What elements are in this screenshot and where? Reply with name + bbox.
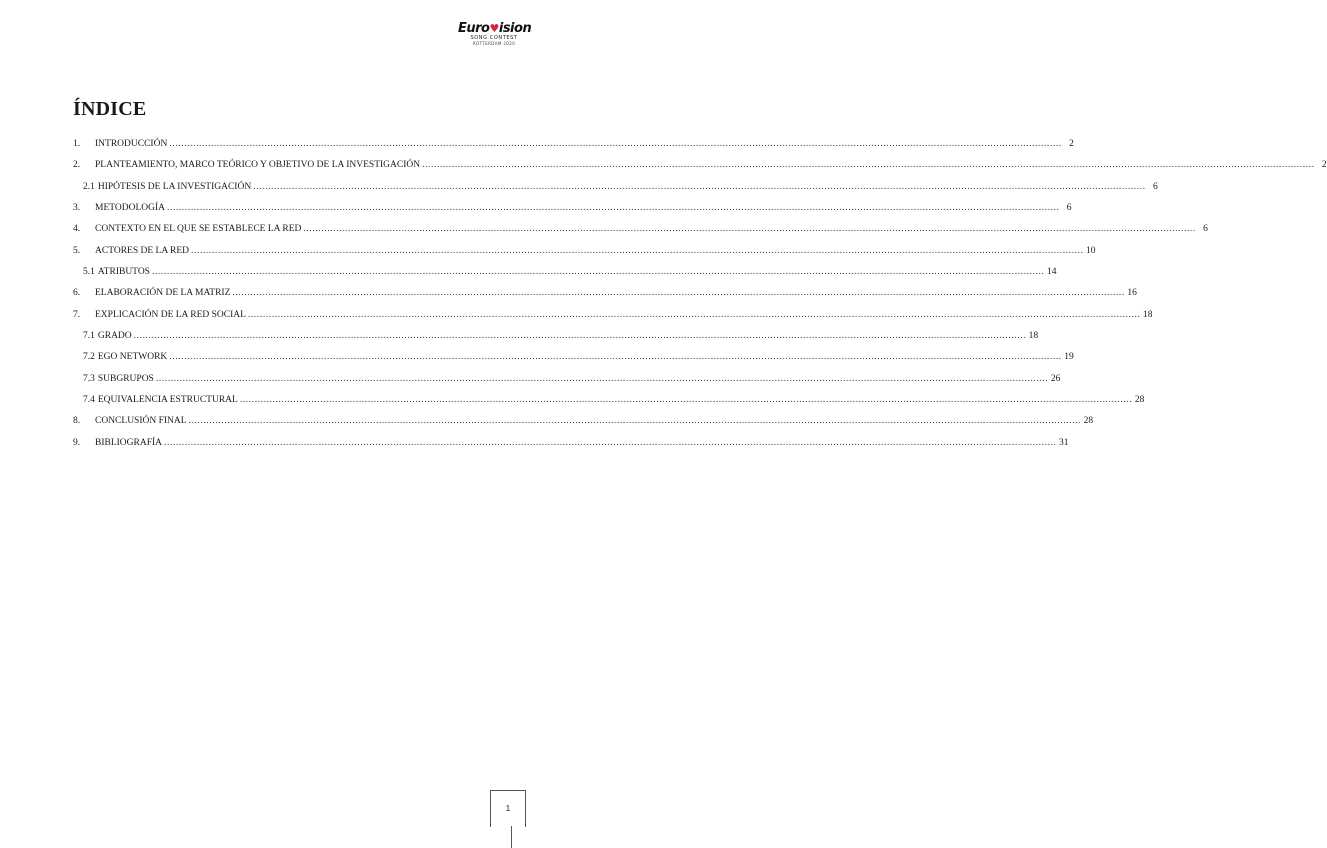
toc-entry-number: 1. xyxy=(73,139,81,149)
toc-entry[interactable] xyxy=(73,202,1072,223)
toc-entry-number: 4. xyxy=(73,224,81,235)
toc-entry-title: CONTEXTO EN EL QUE SE ESTABLECE LA RED xyxy=(95,224,302,235)
toc-entry-page: 18 xyxy=(1142,309,1153,320)
toc-leader-dots: ............................................................................................................................................................................................................................................................................................................ xyxy=(253,181,1146,192)
toc-leader-dots: ............................................................................................................................................................................................................................................................................................................ xyxy=(239,395,1133,406)
toc-leader-dots: ............................................................................................................................................................................................................................................................................................................ xyxy=(169,352,1062,363)
eurovision-logo xyxy=(458,22,530,56)
toc-entry[interactable] xyxy=(73,351,1074,372)
toc-entry-title: ATRIBUTOS xyxy=(97,267,150,278)
toc-leader-dots: ............................................................................................................................................................................................................................................................................................................ xyxy=(164,437,1057,448)
toc-entry-title: METODOLOGÍA xyxy=(95,203,166,214)
toc-entry-page: 6 xyxy=(1152,181,1158,192)
toc-entry-page: 18 xyxy=(1028,331,1039,342)
toc-entry-title: EXPLICACIÓN DE LA RED SOCIAL xyxy=(95,309,246,320)
toc-entry-number: 9. xyxy=(73,437,81,448)
toc-leader-dots: ............................................................................................................................................................................................................................................................................................................ xyxy=(133,331,1027,342)
toc-entry[interactable] xyxy=(73,394,1145,415)
toc-entry-page: 6 xyxy=(1066,203,1072,214)
toc-leader-dots: ............................................................................................................................................................................................................................................................................................................ xyxy=(151,267,1045,278)
toc-entry-title: ACTORES DE LA RED xyxy=(95,245,190,256)
toc-leader-dots: ............................................................................................................................................................................................................................................................................................................ xyxy=(191,245,1084,256)
toc-entry-number: 7.2 xyxy=(83,352,95,363)
page-title: ÍNDICE xyxy=(73,98,147,120)
toc-entry[interactable] xyxy=(73,181,1158,202)
toc-entry-number: 5. xyxy=(73,245,81,256)
toc-entry[interactable] xyxy=(73,309,1153,330)
toc-leader-dots: ............................................................................................................................................................................................................................................................................................................ xyxy=(188,416,1082,427)
page-number-divider xyxy=(511,826,512,848)
toc-entry-page: 6 xyxy=(1203,224,1208,235)
toc-entry[interactable] xyxy=(73,330,1039,351)
toc-entry-page: 31 xyxy=(1059,437,1069,448)
toc-entry-title: HIPÓTESIS DE LA INVESTIGACIÓN xyxy=(97,181,252,192)
toc-entry-page: 2 xyxy=(1321,160,1327,171)
toc-entry-page: 26 xyxy=(1050,373,1061,384)
toc-leader-dots: ............................................................................................................................................................................................................................................................................................................ xyxy=(303,224,1196,235)
toc-entry-page: 16 xyxy=(1127,288,1137,299)
toc-entry-number: 8. xyxy=(73,416,81,427)
toc-entry-number: 2. xyxy=(73,160,81,171)
toc-entry-title: INTRODUCCIÓN xyxy=(95,139,168,149)
toc-entry-page: 10 xyxy=(1086,245,1096,256)
toc-entry[interactable] xyxy=(73,287,1137,308)
toc-entry[interactable] xyxy=(73,159,1327,180)
toc-leader-dots: ............................................................................................................................................................................................................................................................................................................ xyxy=(232,288,1125,299)
toc-leader-dots: ............................................................................................................................................................................................................................................................................................................ xyxy=(155,373,1049,384)
toc-entry-number: 5.1 xyxy=(83,267,95,278)
toc-leader-dots: ............................................................................................................................................................................................................................................................................................................ xyxy=(247,309,1141,320)
toc-entry-title: GRADO xyxy=(97,331,132,342)
toc-entry[interactable] xyxy=(73,223,1208,244)
toc-entry[interactable] xyxy=(73,437,1069,458)
toc-entry-number: 6. xyxy=(73,288,81,299)
logo-subtitle: SONG CONTEST xyxy=(470,35,518,41)
toc-entry-page: 2 xyxy=(1069,139,1074,149)
toc-entry[interactable] xyxy=(73,266,1057,287)
toc-entry-title: BIBLIOGRAFÍA xyxy=(95,437,163,448)
toc-entry-page: 28 xyxy=(1083,416,1094,427)
toc-entry-title: CONCLUSIÓN FINAL xyxy=(95,416,187,427)
toc-leader-dots: ............................................................................................................................................................................................................................................................................................................ xyxy=(167,203,1060,214)
toc-entry-number: 2.1 xyxy=(83,181,95,192)
toc-entry-number: 7. xyxy=(73,309,81,320)
toc-entry[interactable] xyxy=(73,415,1094,436)
toc-entry[interactable] xyxy=(73,245,1096,266)
toc-entry-title: PLANTEAMIENTO, MARCO TEÓRICO Y OBJETIVO DE LA INVESTIGACIÓN xyxy=(95,160,421,171)
toc-entry-title: EQUIVALENCIA ESTRUCTURAL xyxy=(97,395,238,406)
toc-entry[interactable] xyxy=(73,373,1061,394)
toc-leader-dots: ............................................................................................................................................................................................................................................................................................................ xyxy=(169,139,1062,149)
toc-entry-page: 14 xyxy=(1046,267,1057,278)
logo-wordmark: Euro♥ision xyxy=(458,21,532,36)
toc-entry-number: 3. xyxy=(73,203,81,214)
toc-entry-title: ELABORACIÓN DE LA MATRIZ xyxy=(95,288,231,299)
page-number: 1 xyxy=(490,790,526,827)
toc-leader-dots: ............................................................................................................................................................................................................................................................................................................ xyxy=(422,160,1315,171)
toc-entry-title: SUBGRUPOS xyxy=(97,373,154,384)
toc-entry-title: EGO NETWORK xyxy=(97,352,168,363)
toc-entry-number: 7.4 xyxy=(83,395,95,406)
toc-entry-page: 19 xyxy=(1064,352,1074,363)
toc-entry-number: 7.3 xyxy=(83,373,95,384)
toc-entry-page: 28 xyxy=(1134,395,1145,406)
toc-entry[interactable] xyxy=(73,138,1074,159)
toc-entry-number: 7.1 xyxy=(83,331,95,342)
table-of-contents xyxy=(73,138,1327,458)
logo-host: ROTTERDAM 2020 xyxy=(472,41,516,46)
